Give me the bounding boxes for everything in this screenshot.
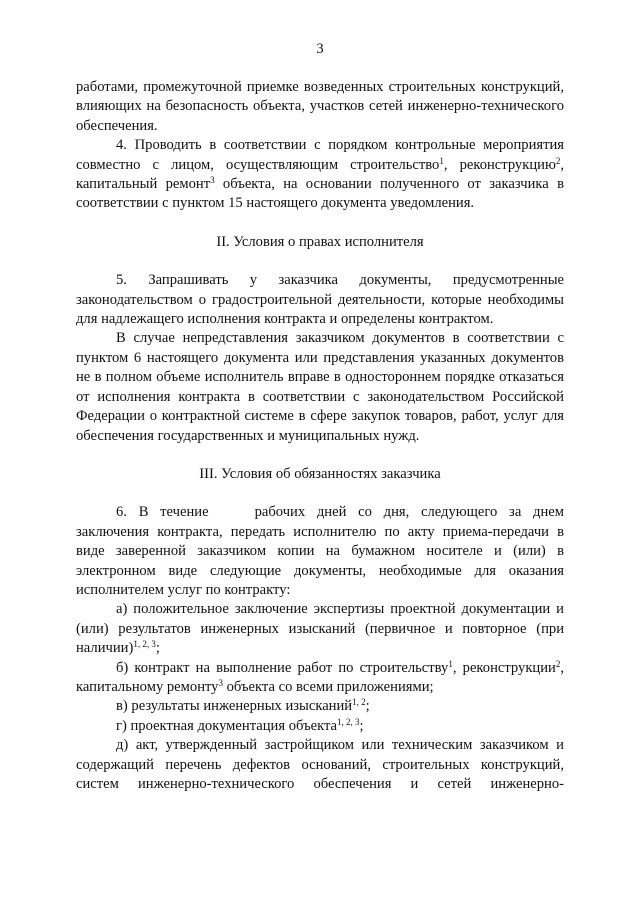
subitem-v: в) результаты инженерных изысканий$^{1, 2}$; [116,697,370,715]
footnote-ref: 2 [555,155,561,166]
page-number: 3 [316,41,324,57]
section-heading-3: III. Условия об обязанностях заказчика [199,465,441,482]
footnote-ref: 2 [555,658,561,669]
document-body [76,78,564,794]
paragraph-item-5: 5. Запрашивать у заказчика документы, предусмотренные законодательством о градостроительной деятельности, которые необходимы для надлежащего исполнения контракта и определены контрактом. [76,272,564,328]
subitem-a: а) положительное заключение экспертизы проектной документации и (или) результатов инженерных изысканий (первичное и повторное (при наличии)$^{1, 2, 3}$; [76,601,564,657]
section-heading-2: II. Условия о правах исполнителя [216,233,424,250]
footnote-ref: 3 [218,677,223,688]
footnote-ref: 1, 2, 3 [133,639,156,650]
paragraph-item-5-continuation: В случае непредставления заказчиком документов в соответствии с пунктом 6 настоящего документа или представления указанных документов не в полном объеме исполнитель вправе в одностороннем порядке отказаться от исполнения контракта в соответствии с законодательством Российской Федерации о контрактной системе в сфере закупок товаров, работ, услуг для обеспечения государственных и муниципальных нужд. [76,330,564,444]
subitem-g: г) проектная документация объекта$^{1, 2, 3}$; [116,716,364,734]
footnote-ref: 1, 2 [352,697,366,708]
subitem-b: б) контракт на выполнение работ по строительству$^1$, реконструкции$^2$, капитальному ремонту$^3$ объекта со всеми приложениями; [76,658,564,695]
footnote-ref: 3 [210,175,215,186]
paragraph-item-6: 6. В течение рабочих дней со дня, следующего за днем заключения контракта, передать исполнителю по акту приема-передачи в виде заверенной заказчиком копии на бумажном носителе и (или) в электронном виде следующие документы, необходимые для оказания исполнителем услуг по контракту: [76,504,564,598]
paragraph-continuation: работами, промежуточной приемке возведенных строительных конструкций, влияющих на безопасность объекта, участков сетей инженерно-технического обеспечения. [76,79,564,134]
subitem-d: д) акт, утвержденный застройщиком или техническим заказчиком и содержащий перечень дефектов оснований, строительных конструкций, систем инженерно-технического обеспечения и сетей инженерно- [76,737,564,792]
footnote-ref: 1 [448,658,453,669]
footnote-ref: 1 [439,155,444,166]
footnote-ref: 1, 2, 3 [337,716,360,727]
paragraph-item-4: 4. Проводить в соответствии с порядком контрольные мероприятия совместно с лицом, осуществляющим строительство$^1$, реконструкцию$^2$, капитальный ремонт$^3$ объекта, на основании полученного от заказчика в соответствии с пунктом 15 настоящего документа уведомления. [76,137,564,212]
